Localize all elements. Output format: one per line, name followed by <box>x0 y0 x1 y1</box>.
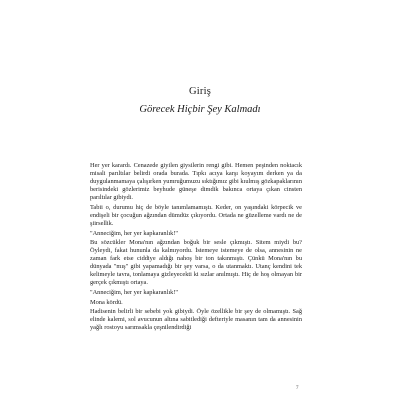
body-text <box>90 162 302 334</box>
paragraph: Hadisenin belirli bir sebebi yok gibiydi. Öyle özellikle bir şey de olmamıştı. Sağ elinde kalemi, sol avucunun altına sabitlediği defteriyle masanın tam da annesinin yağlı rostoyu sarımsakla çeşnilendirdiği <box>90 308 302 332</box>
paragraph: Tabii o, durumu hiç de böyle tanımlamamıştı. Keder, on yaşındaki körpecik ve endişeli bir çocuğun ağzından dümdüz çıkıyordu. Ortada ne güzelleme vardı ne de şiirsellik. <box>90 203 302 227</box>
page-number: 7 <box>296 386 299 391</box>
chapter-subtitle: Görecek Hiçbir Şey Kalmadı <box>139 104 261 115</box>
dialogue-line: "Anneciğim, her yer kapkaranlık!" <box>90 289 178 297</box>
paragraph: Mona kördü. <box>90 298 123 306</box>
chapter-title: Giriş <box>189 86 211 97</box>
dialogue-line: "Anneciğim, her yer kapkaranlık!" <box>90 229 178 237</box>
paragraph: Her yer karardı. Cenazede giyilen giysilerin rengi gibi. Hemen peşinden noktacık misali parıltılar belirdi orada burada. Tıpkı acıya karşı koyayım derken ya da duygulanmamaya çalışırken yumruğumuzu sıktığımız gibi kıulmış gözkapaklarının berisindeki gözlerimiz beyhude güneşe dimdik bakınca ortaya çıkan cinsten parıltılar gibiydi. <box>90 162 302 202</box>
paragraph: Bu sözcükler Mona'nın ağzından boğuk bir sesle çıkmıştı. Sitem miydi bu? Öyleydi, fakat hununla da kalmıyordu. İstemeye istemeye de olsa, annesinin ne zaman fark etse ciddiye aldığı nahoş bir ton takınmıştı. Çünkü Mona'nın bu dünyada "mış" gibi yapamadığı bir şey varsa, o da utanmaktı. Utanç kendini tek kelimeyle tavra, tonlamaya gizleyecekti ki sızlar anılmıştı. Hiç de hoş olmayan bir gerçek çıkmıştı ortaya. <box>90 239 302 287</box>
